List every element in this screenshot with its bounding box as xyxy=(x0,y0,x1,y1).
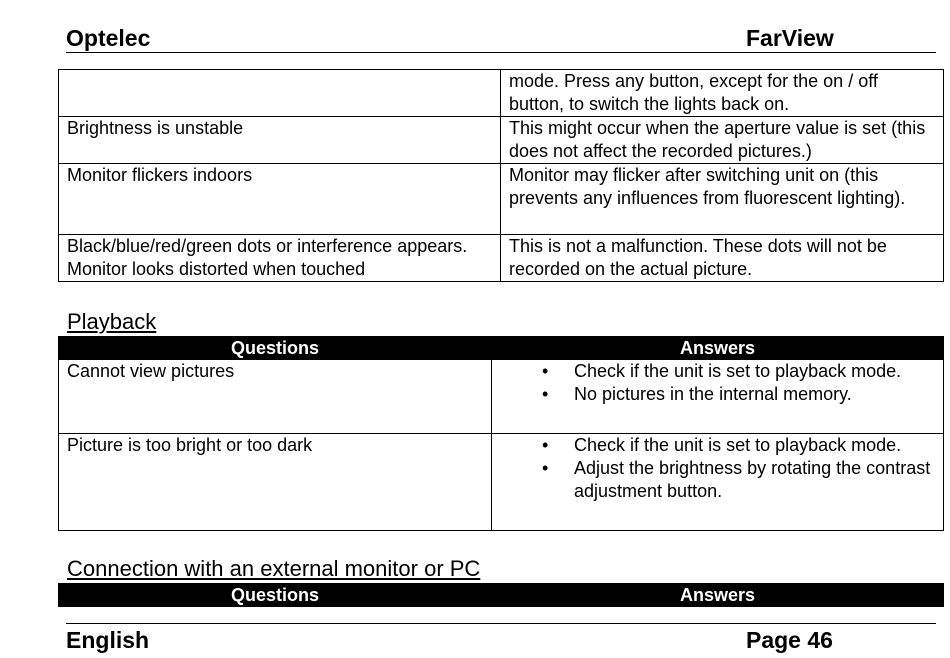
connection-table xyxy=(58,583,944,607)
bullet-icon: • xyxy=(542,361,549,381)
question-cell: Picture is too bright or too dark xyxy=(59,434,492,531)
page-footer xyxy=(66,623,936,658)
table-row xyxy=(59,164,944,235)
list-item-text: Check if the unit is set to playback mode. xyxy=(574,361,902,381)
table-row xyxy=(59,360,944,434)
table-row xyxy=(59,70,944,117)
table-row xyxy=(59,117,944,164)
list-item xyxy=(512,360,935,383)
language-label: English xyxy=(66,627,150,653)
section-title-connection: Connection with an external monitor or PC xyxy=(67,556,481,581)
answer-cell xyxy=(492,360,944,434)
answer-cell: This might occur when the aperture value is set (this does not affect the recorded pictures.) xyxy=(501,117,944,164)
answer-cell: This is not a malfunction. These dots will not be recorded on the actual picture. xyxy=(501,235,944,282)
section-title-playback: Playback xyxy=(67,309,157,334)
product-name: FarView xyxy=(746,25,834,51)
column-header-questions: Questions xyxy=(59,337,492,360)
answer-cell xyxy=(492,434,944,531)
list-item-text: Check if the unit is set to playback mode. xyxy=(574,435,902,455)
question-cell: Cannot view pictures xyxy=(59,360,492,434)
bullet-icon: • xyxy=(542,435,549,455)
answer-cell: mode. Press any button, except for the on / off button, to switch the lights back on. xyxy=(501,70,944,117)
playback-table xyxy=(58,336,944,531)
list-item-text: Adjust the brightness by rotating the contrast adjustment button. xyxy=(574,458,931,501)
column-header-answers: Answers xyxy=(492,337,944,360)
answer-list xyxy=(512,434,935,503)
column-header-answers: Answers xyxy=(492,584,944,607)
troubleshooting-table-continued xyxy=(58,69,944,282)
page-number: Page 46 xyxy=(746,627,833,653)
bullet-icon: • xyxy=(542,458,549,478)
list-item xyxy=(512,383,935,406)
question-cell: Brightness is unstable xyxy=(59,117,501,164)
table-row xyxy=(59,235,944,282)
table-row xyxy=(59,434,944,531)
answer-list xyxy=(512,360,935,406)
question-cell: Black/blue/red/green dots or interference appears. Monitor looks distorted when touched xyxy=(59,235,501,282)
question-cell: Monitor flickers indoors xyxy=(59,164,501,235)
question-cell xyxy=(59,70,501,117)
list-item xyxy=(512,434,935,457)
column-header-questions: Questions xyxy=(59,584,492,607)
list-item xyxy=(512,457,935,503)
answer-cell: Monitor may flicker after switching unit on (this prevents any influences from fluorescent lighting). xyxy=(501,164,944,235)
table-header-row xyxy=(59,584,944,607)
bullet-icon: • xyxy=(542,384,549,404)
page-header xyxy=(66,24,936,53)
list-item-text: No pictures in the internal memory. xyxy=(574,384,852,404)
table-header-row xyxy=(59,337,944,360)
brand-name: Optelec xyxy=(66,25,151,51)
